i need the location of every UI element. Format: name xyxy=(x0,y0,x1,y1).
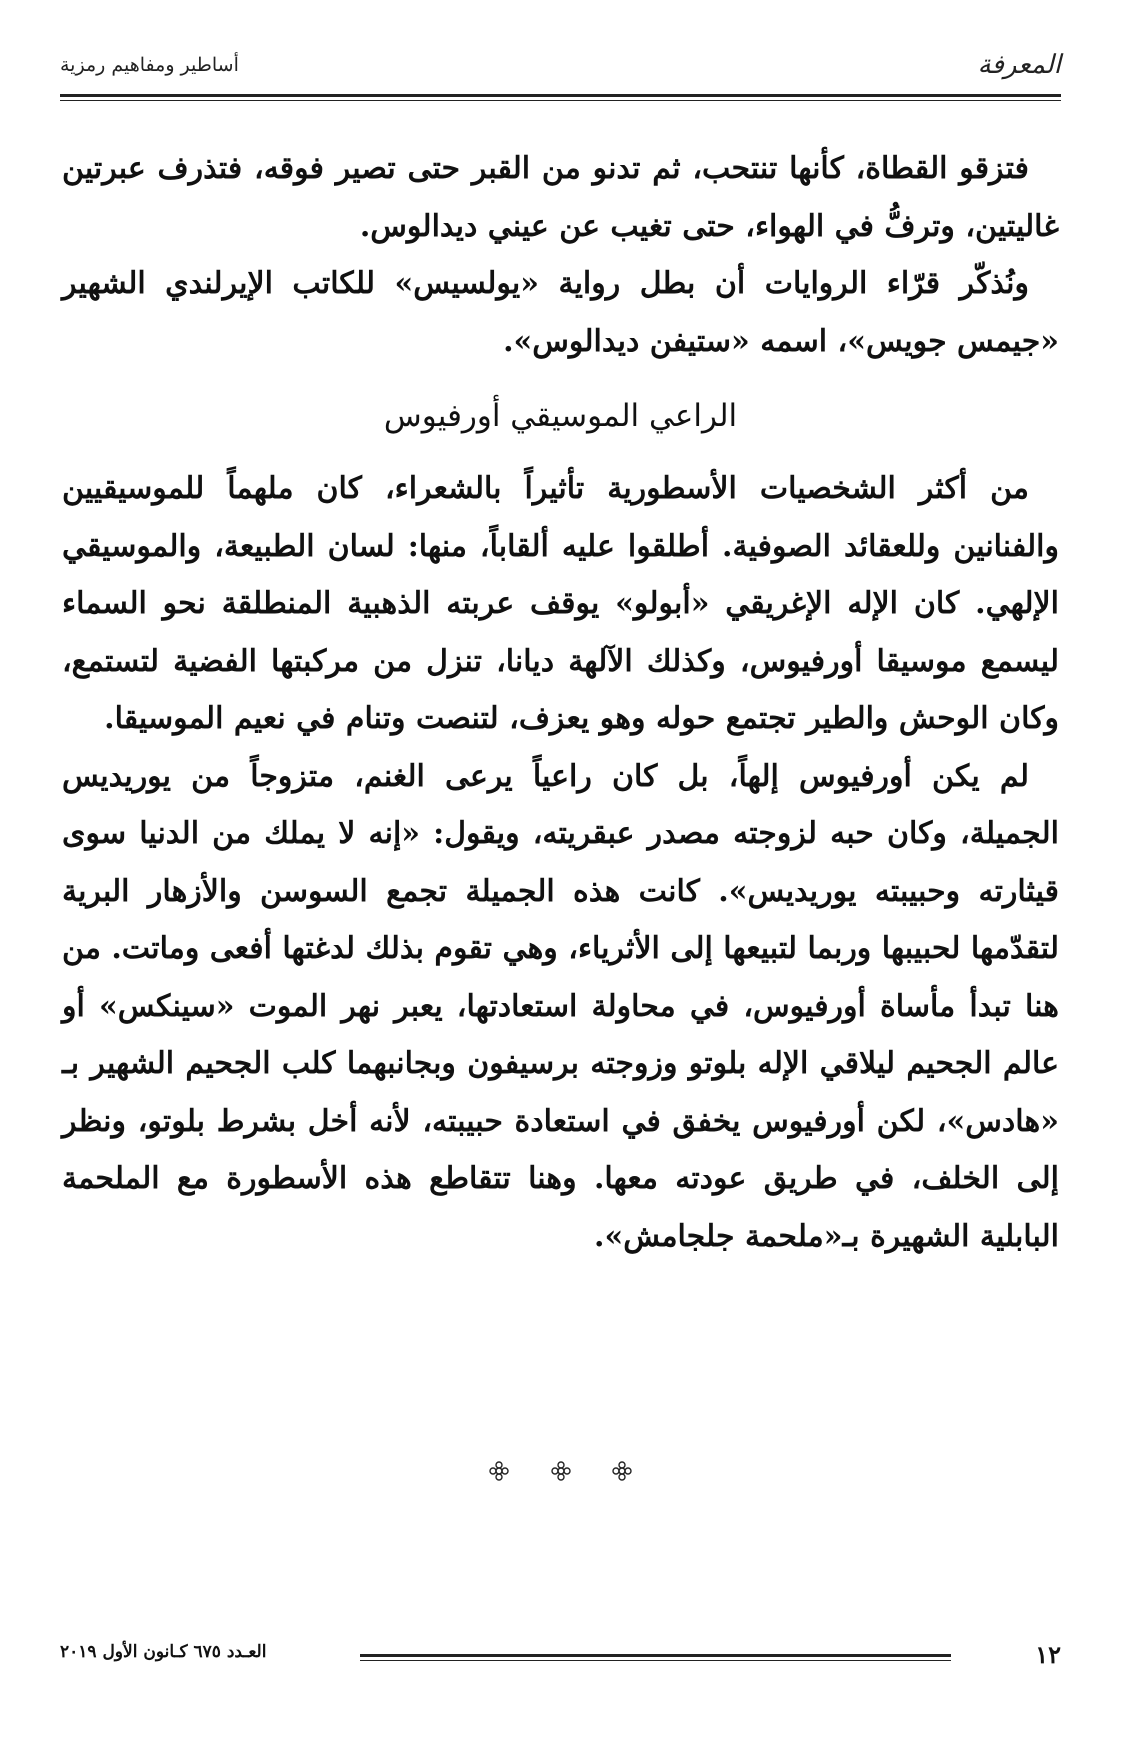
section-end-ornaments xyxy=(0,1460,1121,1481)
paragraph-1: فتزقو القطاة، كأنها تنتحب، ثم تدنو من القبر حتى تصير فوقه، فتذرف عبرتين غاليتين، وترفُّ في الهواء، حتى تغيب عن عيني ديدالوس. xyxy=(62,151,1059,244)
flower-ornament-icon xyxy=(489,1461,509,1481)
paragraph-2: ونُذكّر قرّاء الروايات أن بطل رواية «يولسيس» للكاتب الإيرلندي الشهير «جيمس جويس»، اسمه «ستيفن ديدالوس». xyxy=(62,266,1059,359)
issue-info: العـدد ٦٧٥ كـانون الأول ٢٠١٩ xyxy=(60,1642,267,1662)
page-number: ١٢ xyxy=(1035,1640,1061,1669)
section-heading: الراعي الموسيقي أورفيوس xyxy=(383,398,738,434)
flower-ornament-icon xyxy=(551,1461,571,1481)
footer-divider xyxy=(360,1654,951,1657)
page-footer xyxy=(60,1640,1061,1670)
paragraph-3: من أكثر الشخصيات الأسطورية تأثيراً بالشعراء، كان ملهماً للموسيقيين والفنانين وللعقائد الصوفية. أطلقوا عليه ألقاباً، منها: لسان الطبيعة، والموسيقي الإلهي. كان الإله الإغريقي «أبولو» يوقف عربته الذهبية المنطلقة نحو السماء ليسمع موسيقا أورفيوس، وكذلك الآلهة ديانا، تنزل من مركبتها الفضية لتستمع، وكان الوحش والطير تجتمع حوله وهو يعزف، لتنصت وتنام في نعيم الموسيقا. xyxy=(62,471,1059,736)
header-divider-thin xyxy=(60,100,1061,101)
article-body xyxy=(62,140,1059,1265)
page-header xyxy=(60,44,1061,90)
footer-divider-thin xyxy=(360,1660,951,1661)
running-title: أساطير ومفاهيم رمزية xyxy=(60,54,239,76)
paragraph-4: لم يكن أورفيوس إلهاً، بل كان راعياً يرعى الغنم، متزوجاً من يوريديس الجميلة، وكان حبه لزوجته مصدر عبقريته، ويقول: «إنه لا يملك من الدنيا سوى قيثارته وحبيبته يوريديس». كانت هذه الجميلة تجمع السوسن والأزهار البرية لتقدّمها لحبيبها وربما لتبيعها إلى الأثرياء، وهي تقوم بذلك لدغتها أفعى وماتت. من هنا تبدأ مأساة أورفيوس، في محاولة استعادتها، يعبر نهر الموت «سينكس» أو عالم الجحيم ليلاقي الإله بلوتو وزوجته برسيفون وبجانبهما كلب الجحيم الشهير بـ «هادس»، لكن أورفيوس يخفق في استعادة حبيبته، لأنه أخل بشرط بلوتو، ونظر إلى الخلف، في طريق عودته معها. وهنا تتقاطع هذه الأسطورة مع الملحمة البابلية الشهيرة بـ«ملحمة جلجامش». xyxy=(62,758,1059,1254)
flower-ornament-icon xyxy=(612,1461,632,1481)
header-divider xyxy=(60,94,1061,97)
magazine-masthead: المعرفة xyxy=(977,50,1061,80)
